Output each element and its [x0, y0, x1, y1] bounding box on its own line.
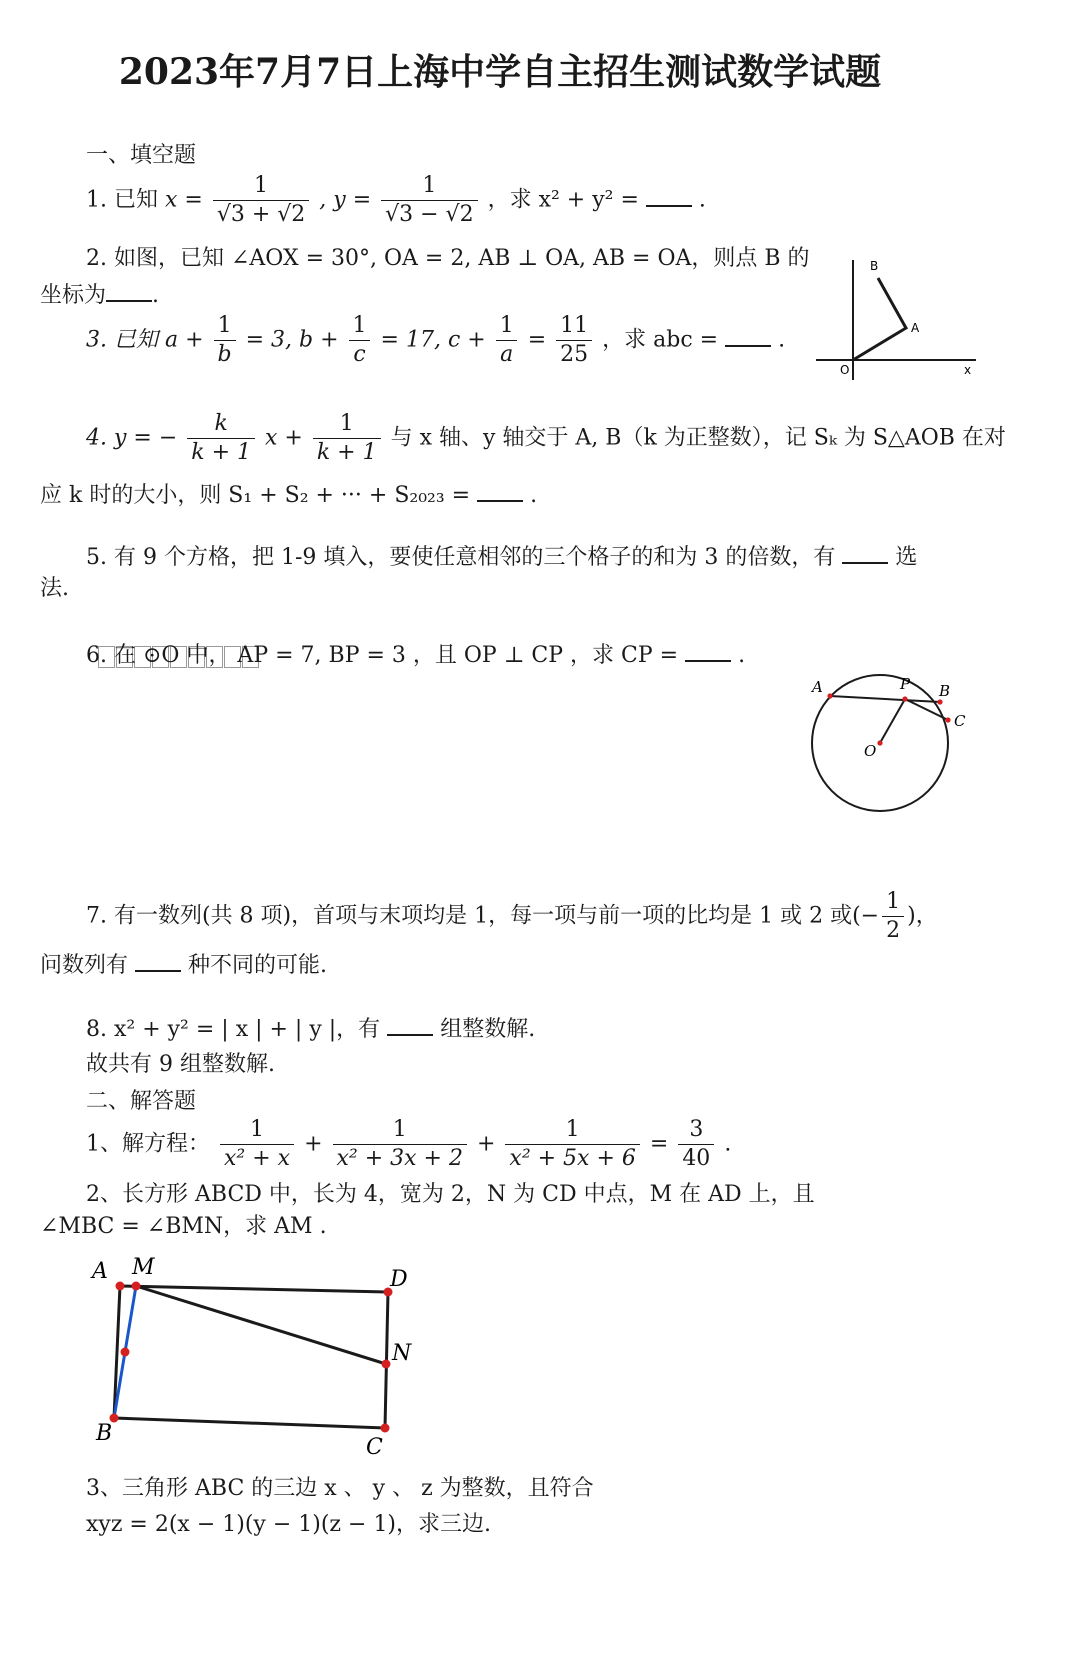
question-8-note: 故共有 9 组整数解. — [86, 1052, 275, 1077]
q3-frac1-den: b — [214, 340, 236, 369]
s2-label-B: B — [96, 1421, 113, 1446]
q2-end: . — [152, 283, 160, 308]
s2-label-C: C — [366, 1435, 383, 1460]
question-5-line1 — [86, 542, 917, 573]
q7-line1-text: 7. 有一数列(共 8 项)，首项与末项均是 1，每一项与前一项的比均是 1 或 2 或(− — [86, 903, 880, 929]
s1-frac4 — [678, 1116, 714, 1173]
q3-frac2 — [349, 312, 371, 369]
s2-point-A — [116, 1282, 125, 1291]
s2-point-C — [381, 1424, 390, 1433]
q7-fraction — [882, 888, 904, 945]
question-1 — [86, 172, 706, 229]
s2-label-M: M — [132, 1255, 155, 1280]
q3-frac4-den: 25 — [556, 340, 592, 369]
question-7-line2 — [40, 950, 327, 981]
q3-frac4 — [556, 312, 592, 369]
q3-mid2: = 17, c + — [380, 327, 486, 353]
q5-answer-blank[interactable] — [842, 542, 888, 564]
q4-prefix: 4. y = − — [86, 425, 178, 451]
question-4-line1 — [86, 410, 1006, 467]
q1-ask: ，求 x² + y² = — [487, 187, 639, 213]
s2-label-A: A — [92, 1259, 108, 1284]
s1-frac3-num: 1 — [565, 1117, 580, 1142]
q7-line2-text: 问数列有 — [40, 953, 129, 978]
q6-label-B: B — [939, 682, 951, 700]
q4-line2-text: 应 k 时的大小，则 S₁ + S₂ + ··· + S₂₀₂₃ = — [40, 483, 471, 508]
q3-answer-blank[interactable] — [725, 325, 771, 347]
q6-label-A: A — [812, 678, 823, 696]
q3-frac2-num: 1 — [352, 313, 367, 338]
q4-mid: x + — [265, 425, 303, 451]
solve-3-line2: xyz = 2(x − 1)(y − 1)(z − 1)，求三边. — [86, 1512, 492, 1537]
q1-frac1-den: √3 + √2 — [213, 200, 309, 229]
s1-frac2 — [333, 1116, 467, 1173]
s2-label-D: D — [390, 1267, 408, 1292]
q8-text: 8. x² + y² = | x | + | y |，有 — [86, 1017, 381, 1042]
q4-frac2-den: k + 1 — [313, 438, 381, 467]
q7-line1-tail: )， — [907, 903, 938, 929]
q5-line1-tail: 选 — [895, 545, 918, 570]
q6-point-C — [945, 717, 950, 722]
q3-frac1-num: 1 — [217, 313, 232, 338]
s1-end: . — [724, 1131, 732, 1157]
s1-frac4-den: 40 — [678, 1144, 714, 1173]
page-title: 2023年7月7日上海中学自主招生测试数学试题 — [118, 51, 882, 93]
q1-fraction-y — [381, 172, 477, 229]
q6-segment-OP — [880, 699, 905, 743]
s2-label-N: N — [392, 1341, 412, 1366]
q6-label-P: P — [900, 675, 911, 693]
section-solve: 二、解答题 — [86, 1089, 197, 1114]
s1-frac2-num: 1 — [392, 1117, 407, 1142]
q6-point-O — [877, 740, 882, 745]
q6-text: 6. 在 ⊙O 中， AP = 7, BP = 3 ，且 OP ⊥ CP ，求 CP = — [86, 643, 679, 668]
s1-frac2-den: x² + 3x + 2 — [333, 1144, 467, 1173]
q3-frac1 — [214, 312, 236, 369]
q3-frac3-num: 1 — [499, 313, 514, 338]
q4-answer-blank[interactable] — [477, 480, 523, 502]
s1-frac3 — [505, 1116, 639, 1173]
q1-frac2-den: √3 − √2 — [381, 200, 477, 229]
s2-point-mid — [121, 1348, 130, 1357]
s2-figure — [80, 1250, 440, 1470]
s1-prefix: 1、解方程： — [86, 1131, 210, 1157]
q3-frac2-den: c — [349, 340, 369, 369]
q4-frac1-num: k — [214, 411, 228, 436]
question-2-line1: 2. 如图，已知 ∠AOX = 30°, OA = 2, AB ⊥ OA, AB = OA，则点 B 的 — [86, 246, 810, 271]
q3-prefix: 3. 已知 a + — [86, 327, 204, 353]
s1-plus2: + — [476, 1131, 496, 1157]
s1-frac1-den: x² + x — [220, 1144, 294, 1173]
solve-3-line1: 3、三角形 ABC 的三边 x 、 y 、 z 为整数，且符合 — [86, 1476, 594, 1501]
question-6 — [86, 640, 745, 671]
q7-line2-tail: 种不同的可能. — [188, 953, 328, 978]
q4-end: . — [530, 483, 538, 508]
q1-frac2-num: 1 — [422, 173, 437, 198]
s1-frac1 — [220, 1116, 294, 1173]
q8-end: 组整数解. — [440, 1017, 536, 1042]
q6-answer-blank[interactable] — [685, 640, 731, 662]
q1-x-eq: x = — [164, 187, 203, 213]
s2-point-N — [382, 1360, 391, 1369]
section-fill-in: 一、填空题 — [86, 143, 197, 168]
q8-answer-blank[interactable] — [387, 1014, 433, 1036]
q1-prefix: 1. 已知 — [86, 187, 158, 213]
q3-end: . — [778, 327, 786, 353]
q2-label-x: x — [964, 363, 972, 377]
s1-plus1: + — [304, 1131, 323, 1157]
q4-frac1 — [187, 410, 255, 467]
q6-chord-AB — [830, 696, 940, 702]
q5-line1-text: 5. 有 9 个方格，把 1-9 填入，要使任意相邻的三个格子的和为 3 的倍数，有 — [86, 545, 836, 570]
q6-end: . — [738, 643, 746, 668]
s2-point-M — [132, 1282, 141, 1291]
q6-figure — [800, 668, 980, 818]
q3-ask: ，求 abc = — [602, 327, 719, 353]
s2-rectangle-ABCD — [114, 1286, 388, 1428]
s1-frac4-num: 3 — [689, 1117, 704, 1142]
q1-frac1-num: 1 — [254, 173, 269, 198]
q2-line2-text: 坐标为 — [40, 283, 107, 308]
s2-segment-MN — [136, 1286, 386, 1364]
solve-2-line2: ∠MBC = ∠BMN，求 AM . — [40, 1214, 327, 1239]
q6-point-A — [827, 693, 832, 698]
q7-frac-num: 1 — [886, 889, 901, 914]
q4-text: 与 x 轴、y 轴交于 A, B（k 为正整数），记 Sₖ 为 S△AOB 在对 — [390, 425, 1006, 451]
q2-label-O: O — [840, 363, 850, 377]
q3-mid3: = — [527, 327, 547, 353]
q4-frac2-num: 1 — [339, 411, 354, 436]
q6-label-C: C — [954, 712, 966, 730]
q4-frac1-den: k + 1 — [187, 438, 255, 467]
question-5-line2: 法. — [40, 576, 69, 601]
q1-fraction-x — [213, 172, 309, 229]
question-3 — [86, 312, 785, 369]
q1-answer-blank[interactable] — [646, 185, 692, 207]
q3-mid1: = 3, b + — [245, 327, 339, 353]
q7-frac-den: 2 — [882, 916, 904, 945]
solve-2-line1: 2、长方形 ABCD 中，长为 4，宽为 2，N 为 CD 中点，M 在 AD 上，且 — [86, 1182, 815, 1207]
question-2-line2 — [40, 280, 159, 311]
solve-1 — [86, 1116, 731, 1173]
q1-end: . — [698, 187, 706, 213]
q2-segments-OAB — [853, 278, 906, 360]
q7-answer-blank[interactable] — [135, 950, 181, 972]
q3-frac3 — [496, 312, 518, 369]
question-8 — [86, 1014, 535, 1045]
q3-frac4-num: 11 — [560, 313, 589, 338]
s1-frac1-num: 1 — [250, 1117, 265, 1142]
s1-eq: = — [649, 1131, 669, 1157]
question-4-line2 — [40, 480, 537, 511]
q2-label-B: B — [870, 259, 879, 273]
question-7-line1 — [86, 888, 938, 945]
q6-point-B — [937, 699, 942, 704]
s1-frac3-den: x² + 5x + 6 — [505, 1144, 639, 1173]
q6-label-O: O — [864, 742, 877, 760]
q3-frac3-den: a — [496, 340, 517, 369]
q6-point-P — [902, 696, 907, 701]
q2-label-A: A — [911, 321, 920, 335]
q2-answer-blank[interactable] — [106, 280, 152, 302]
q1-y-eq: , y = — [319, 187, 372, 213]
q4-frac2 — [313, 410, 381, 467]
q2-figure — [810, 250, 990, 385]
